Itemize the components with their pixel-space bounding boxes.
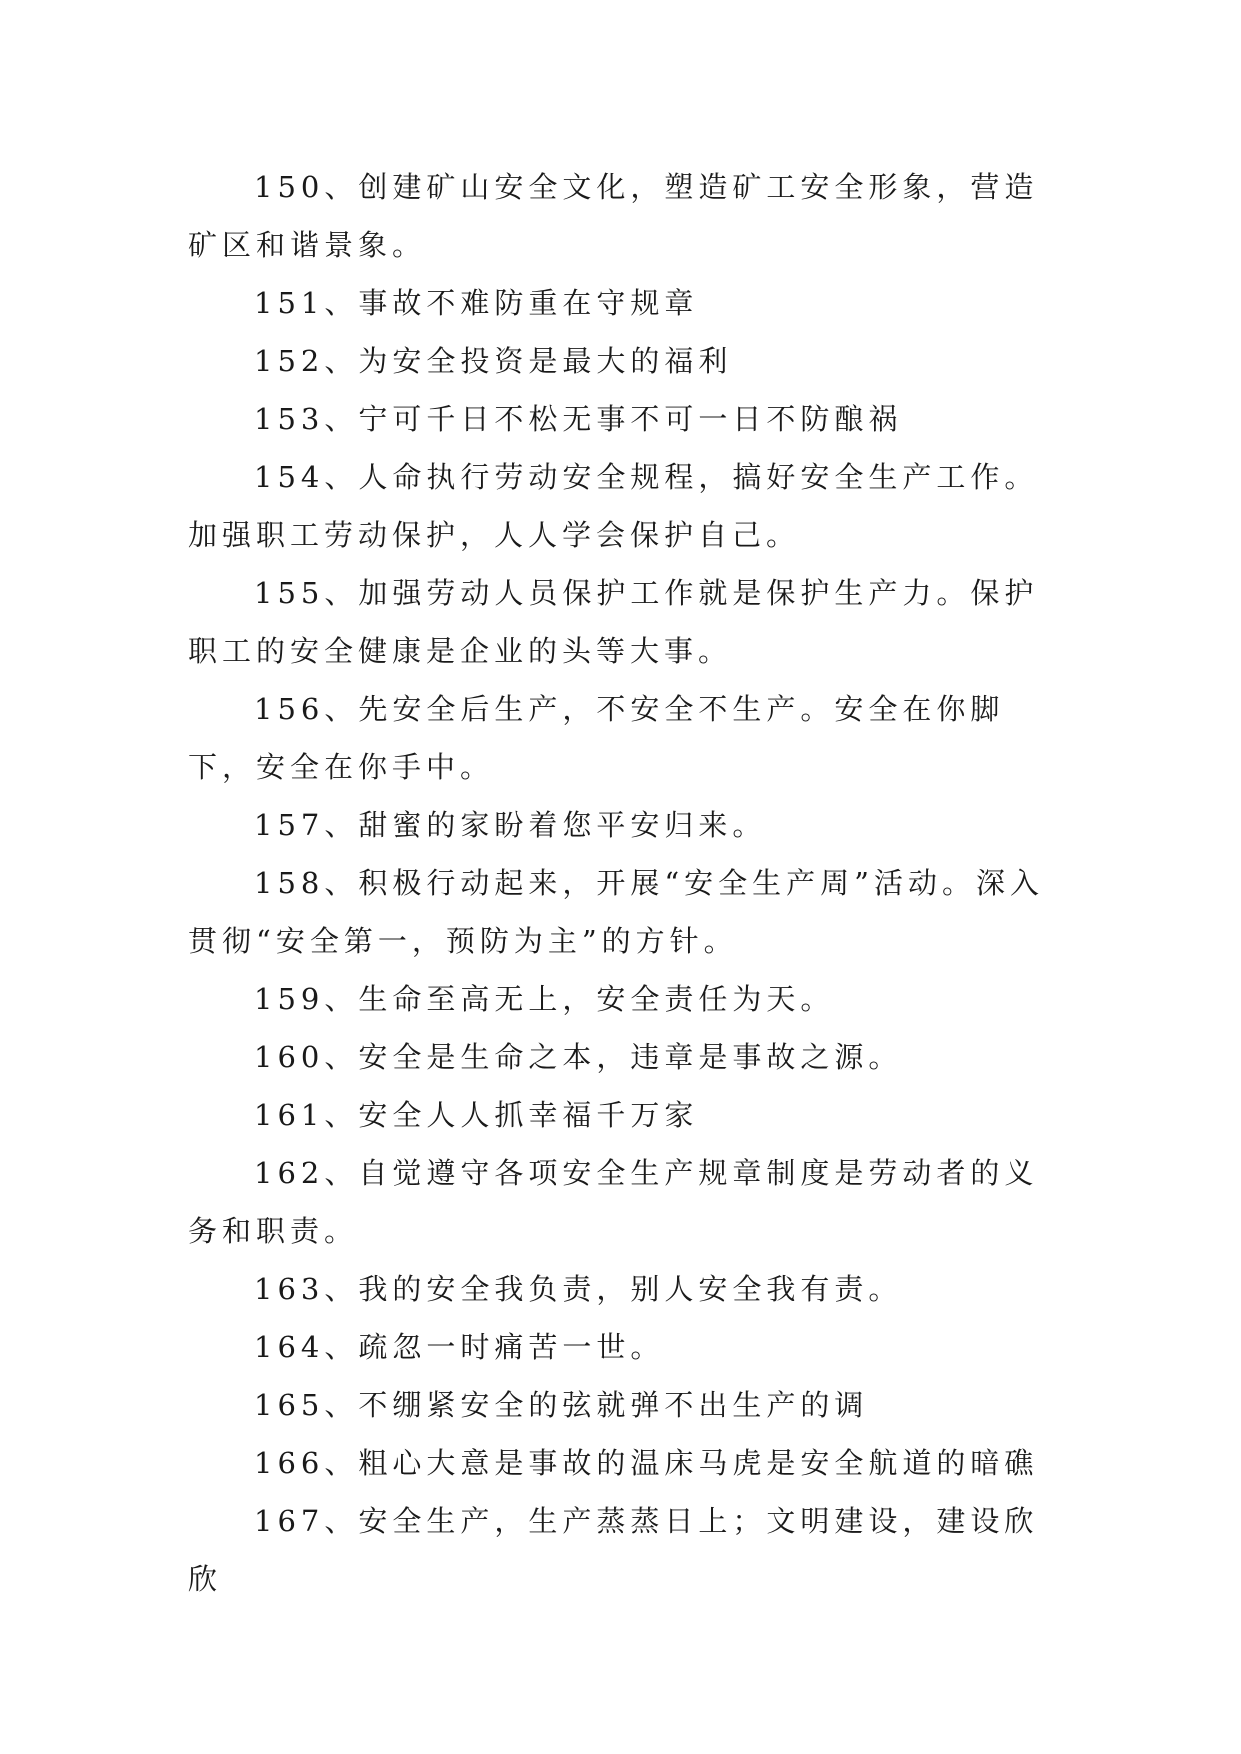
paragraph-166: 166、粗心大意是事故的温床马虎是安全航道的暗礁	[254, 1446, 1039, 1480]
paragraph-159: 159、生命至高无上，安全责任为天。	[254, 982, 835, 1016]
paragraph-153: 153、宁可千日不松无事不可一日不防酿祸	[254, 402, 903, 436]
paragraph-151: 151、事故不难防重在守规章	[254, 286, 699, 320]
paragraph-163: 163、我的安全我负责，别人安全我有责。	[254, 1272, 903, 1306]
paragraph-160: 160、安全是生命之本，违章是事故之源。	[254, 1040, 903, 1074]
paragraph-164: 164、疏忽一时痛苦一世。	[254, 1330, 665, 1364]
paragraph-161: 161、安全人人抓幸福千万家	[254, 1098, 699, 1132]
paragraph-165: 165、不绷紧安全的弦就弹不出生产的调	[254, 1388, 869, 1422]
paragraph-158: 158、积极行动起来，开展“安全生产周”活动。深入贯彻“安全第一，预防为主”的方针。	[188, 866, 1045, 958]
paragraph-157: 157、甜蜜的家盼着您平安归来。	[254, 808, 767, 842]
paragraph-155: 155、加强劳动人员保护工作就是保护生产力。保护职工的安全健康是企业的头等大事。	[188, 576, 1039, 668]
paragraph-162: 162、自觉遵守各项安全生产规章制度是劳动者的义务和职责。	[188, 1156, 1039, 1248]
paragraph-156: 156、先安全后生产，不安全不生产。安全在你脚下，安全在你手中。	[188, 692, 1005, 784]
paragraph-150: 150、创建矿山安全文化，塑造矿工安全形象，营造矿区和谐景象。	[188, 170, 1039, 262]
document-body	[188, 158, 1056, 1608]
paragraph-167: 167、安全生产，生产蒸蒸日上；文明建设，建设欣欣	[188, 1504, 1039, 1596]
paragraph-154: 154、人命执行劳动安全规程，搞好安全生产工作。加强职工劳动保护，人人学会保护自己。	[188, 460, 1039, 552]
paragraph-152: 152、为安全投资是最大的福利	[254, 344, 733, 378]
